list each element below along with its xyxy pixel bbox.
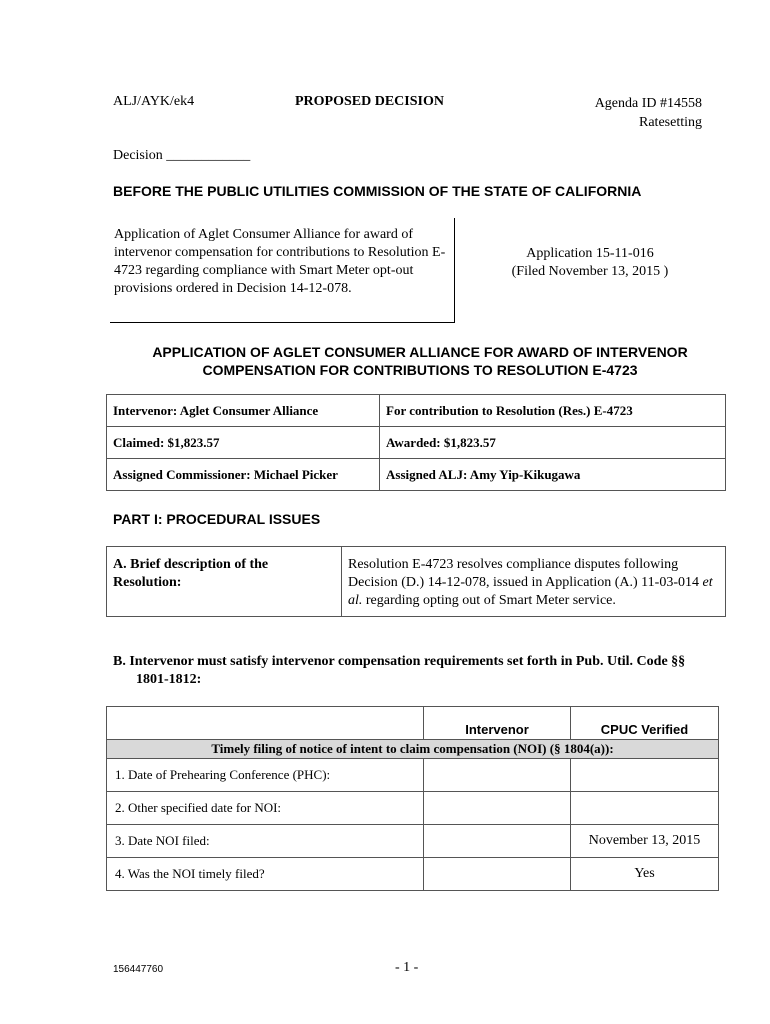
intervenor-value — [424, 858, 571, 891]
table-row — [107, 427, 726, 459]
intervenor-value — [424, 825, 571, 858]
row-label: 1. Date of Prehearing Conference (PHC): — [107, 759, 424, 792]
section-a-italic: et al. — [348, 575, 713, 608]
table-group-row — [107, 740, 719, 759]
title-line-2: COMPENSATION FOR CONTRIBUTIONS TO RESOLUTION E-4723 — [202, 362, 638, 378]
table-row — [107, 825, 719, 858]
table-cell: Assigned Commissioner: Michael Picker — [107, 459, 380, 491]
table-row — [107, 858, 719, 891]
decision-line: Decision ____________ — [113, 148, 251, 163]
table-row — [107, 792, 719, 825]
row-label: 3. Date NOI filed: — [107, 825, 424, 858]
part-heading: PART I: PROCEDURAL ISSUES — [113, 511, 321, 527]
row-label: 2. Other specified date for NOI: — [107, 792, 424, 825]
caption-text: Application of Aglet Consumer Alliance for award of intervenor compensation for contributions to Resolution E-4723 regarding compliance with Smart Meter opt-out provisions ordered in Decision 14-12-078. — [114, 227, 446, 296]
document-title — [100, 343, 740, 379]
title-line-1: APPLICATION OF AGLET CONSUMER ALLIANCE FOR AWARD OF INTERVENOR — [152, 344, 688, 360]
proposed-decision-label: PROPOSED DECISION — [295, 94, 444, 109]
group-title: Timely filing of notice of intent to claim compensation (NOI) (§ 1804(a)): — [107, 740, 719, 759]
agenda-block — [595, 94, 702, 132]
verified-value — [571, 792, 719, 825]
section-a-label: A. Brief description of the Resolution: — [107, 547, 342, 617]
section-a-text-start: Resolution E-4723 resolves compliance disputes following Decision (D.) 14-12-078, issued in Application (A.) 11-03-014 — [348, 557, 703, 590]
table-row — [107, 547, 726, 617]
document-id: 156447760 — [113, 964, 164, 975]
proceeding-category: Ratesetting — [639, 115, 702, 130]
intervenor-value — [424, 759, 571, 792]
section-b-heading — [113, 653, 713, 689]
section-a-text — [342, 547, 726, 617]
requirements-table — [106, 706, 719, 891]
section-b-text: B. Intervenor must satisfy intervenor compensation requirements set forth in Pub. Util. Code §§ 1801-1812: — [113, 654, 686, 687]
resolution-description-table — [106, 546, 726, 617]
summary-table — [106, 394, 726, 491]
agenda-id: Agenda ID #14558 — [594, 96, 702, 111]
docket-code: ALJ/AYK/ek4 — [113, 94, 195, 109]
section-a-text-end: regarding opting out of Smart Meter service. — [362, 593, 616, 608]
case-caption — [110, 218, 455, 323]
table-row — [107, 459, 726, 491]
table-header-row — [107, 707, 719, 740]
table-cell: Intervenor: Aglet Consumer Alliance — [107, 395, 380, 427]
column-header-intervenor: Intervenor — [424, 707, 571, 740]
verified-value: Yes — [571, 858, 719, 891]
table-cell: Awarded: $1,823.57 — [380, 427, 726, 459]
table-row — [107, 759, 719, 792]
table-cell — [107, 707, 424, 740]
table-cell: Claimed: $1,823.57 — [107, 427, 380, 459]
table-row — [107, 395, 726, 427]
filed-date: (Filed November 13, 2015 ) — [511, 264, 669, 279]
intervenor-value — [424, 792, 571, 825]
column-header-cpuc-verified: CPUC Verified — [571, 707, 719, 740]
page-number: - 1 - — [395, 960, 419, 975]
verified-value: November 13, 2015 — [571, 825, 719, 858]
verified-value — [571, 759, 719, 792]
application-number-block — [480, 245, 700, 281]
commission-heading: BEFORE THE PUBLIC UTILITIES COMMISSION OF THE STATE OF CALIFORNIA — [113, 183, 642, 199]
application-number: Application 15-11-016 — [526, 246, 654, 261]
row-label: 4. Was the NOI timely filed? — [107, 858, 424, 891]
table-cell: Assigned ALJ: Amy Yip-Kikugawa — [380, 459, 726, 491]
table-cell: For contribution to Resolution (Res.) E-4723 — [380, 395, 726, 427]
